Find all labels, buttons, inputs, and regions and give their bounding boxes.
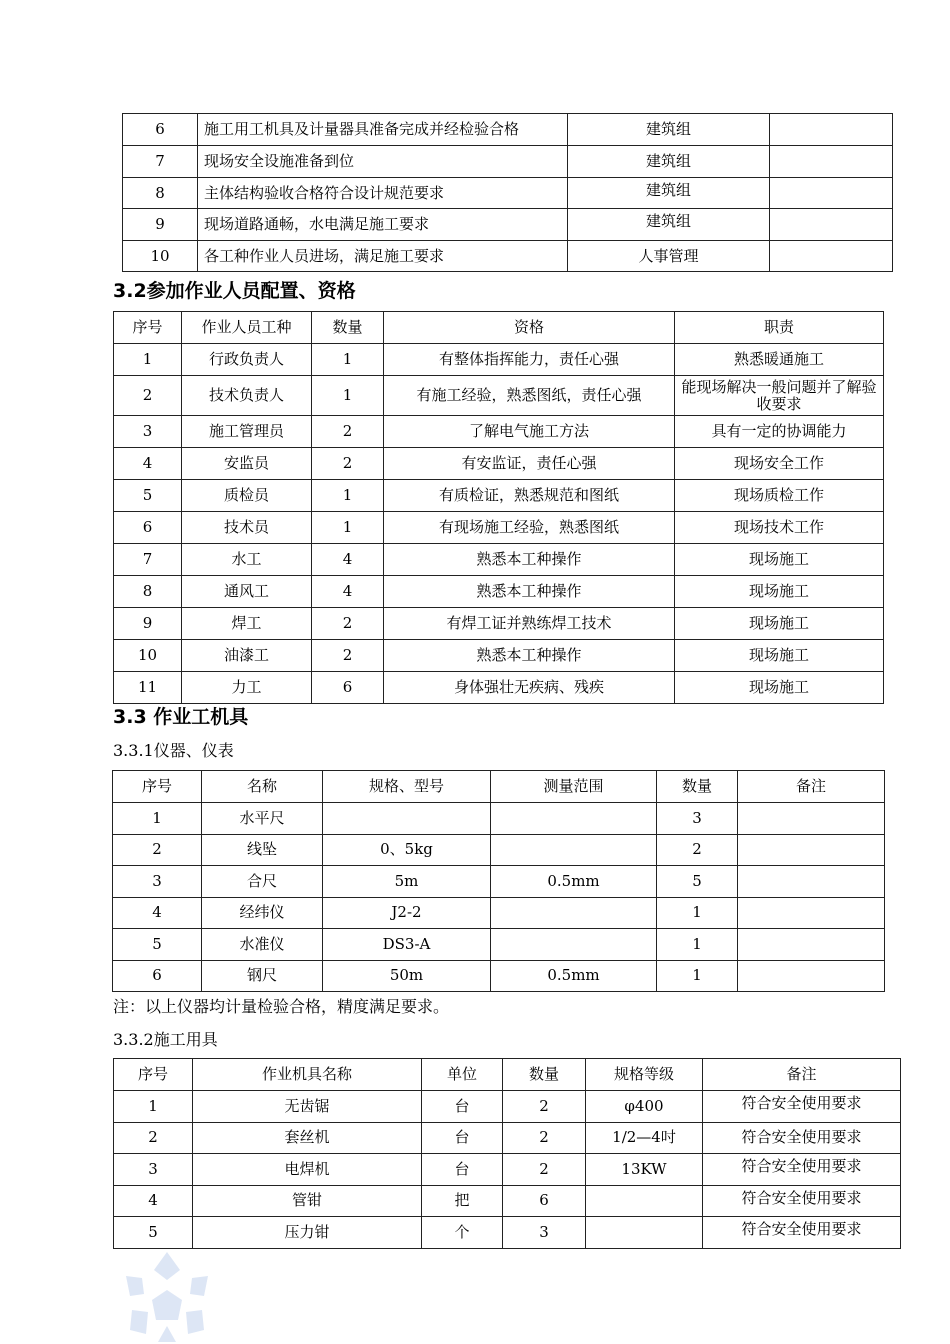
instruments-table	[112, 770, 885, 992]
table-header-row	[114, 312, 884, 344]
cell-remark	[738, 960, 885, 992]
cell-spec: J2-2	[323, 897, 491, 929]
cell-trade: 焊工	[182, 608, 312, 640]
cell-spec: 50m	[323, 960, 491, 992]
cell-name: 线坠	[202, 834, 323, 866]
cell-note	[770, 178, 893, 209]
table-row	[113, 866, 885, 898]
cell-qualification: 有施工经验，熟悉图纸，责任心强	[384, 376, 675, 416]
table-row	[113, 803, 885, 835]
cell-count: 1	[312, 512, 384, 544]
cell-name: 经纬仪	[202, 897, 323, 929]
table-row	[113, 834, 885, 866]
cell-qualification: 了解电气施工方法	[384, 416, 675, 448]
cell-item: 各工种作业人员进场，满足施工要求	[198, 241, 568, 272]
cell-spec: 0、5kg	[323, 834, 491, 866]
table-header-row	[113, 771, 885, 803]
cell-tool-name: 管钳	[193, 1185, 422, 1217]
cell-count: 2	[503, 1122, 586, 1154]
cell-range	[491, 803, 657, 835]
cell-range	[491, 897, 657, 929]
cell-remark	[738, 866, 885, 898]
cell-unit: 台	[422, 1091, 503, 1123]
cell-duty: 现场施工	[675, 576, 884, 608]
cell-no: 4	[113, 897, 202, 929]
table-row	[114, 344, 884, 376]
cell-grade: 13KW	[586, 1154, 703, 1186]
table-row	[114, 1154, 901, 1186]
cell-count: 4	[312, 576, 384, 608]
cell-count: 2	[503, 1154, 586, 1186]
cell-no: 9	[123, 209, 198, 241]
cell-count: 2	[503, 1091, 586, 1123]
table-row	[114, 576, 884, 608]
cell-count: 2	[312, 608, 384, 640]
header-count: 数量	[503, 1059, 586, 1091]
cell-count: 5	[657, 866, 738, 898]
header-range: 测量范围	[491, 771, 657, 803]
cell-duty: 现场安全工作	[675, 448, 884, 480]
cell-duty: 熟悉暖通施工	[675, 344, 884, 376]
cell-no: 2	[114, 376, 182, 416]
cell-no: 7	[123, 146, 198, 178]
cell-trade: 施工管理员	[182, 416, 312, 448]
cell-unit: 个	[422, 1217, 503, 1249]
table-row	[114, 608, 884, 640]
cell-no: 8	[114, 576, 182, 608]
cell-qualification: 熟悉本工种操作	[384, 544, 675, 576]
cell-no: 1	[114, 344, 182, 376]
cell-no: 7	[114, 544, 182, 576]
section-3-3-title: 3.3 作业工机具	[113, 706, 249, 728]
cell-grade	[586, 1185, 703, 1217]
cell-count: 3	[657, 803, 738, 835]
cell-no: 2	[113, 834, 202, 866]
cell-no: 5	[113, 929, 202, 961]
cell-remark	[738, 834, 885, 866]
cell-remark: 符合安全使用要求	[703, 1154, 901, 1186]
table-row	[114, 544, 884, 576]
cell-dept: 建筑组	[568, 209, 770, 241]
cell-trade: 行政负责人	[182, 344, 312, 376]
cell-qualification: 熟悉本工种操作	[384, 576, 675, 608]
cell-qualification: 有质检证，熟悉规范和图纸	[384, 480, 675, 512]
cell-remark: 符合安全使用要求	[703, 1122, 901, 1154]
cell-item: 现场安全设施准备到位	[198, 146, 568, 178]
cell-count: 6	[503, 1185, 586, 1217]
cell-no: 5	[114, 480, 182, 512]
cell-count: 2	[657, 834, 738, 866]
header-name: 名称	[202, 771, 323, 803]
cell-trade: 技术负责人	[182, 376, 312, 416]
table-row	[123, 209, 893, 241]
cell-trade: 安监员	[182, 448, 312, 480]
table-row	[123, 146, 893, 178]
cell-remark	[738, 897, 885, 929]
section-3-2-title: 3.2参加作业人员配置、资格	[113, 280, 356, 302]
cell-count: 2	[312, 416, 384, 448]
cell-duty: 现场施工	[675, 608, 884, 640]
cell-duty: 现场施工	[675, 640, 884, 672]
cell-no: 3	[113, 866, 202, 898]
cell-count: 1	[312, 376, 384, 416]
cell-note	[770, 209, 893, 241]
cell-duty: 现场技术工作	[675, 512, 884, 544]
personnel-table	[113, 311, 884, 704]
header-no: 序号	[114, 1059, 193, 1091]
cell-name: 水准仪	[202, 929, 323, 961]
header-no: 序号	[113, 771, 202, 803]
cell-tool-name: 套丝机	[193, 1122, 422, 1154]
table-row	[113, 960, 885, 992]
cell-qualification: 熟悉本工种操作	[384, 640, 675, 672]
cell-no: 10	[114, 640, 182, 672]
cell-spec	[323, 803, 491, 835]
cell-no: 1	[113, 803, 202, 835]
cell-duty: 现场施工	[675, 672, 884, 704]
cell-tool-name: 压力钳	[193, 1217, 422, 1249]
header-remark: 备注	[703, 1059, 901, 1091]
cell-trade: 质检员	[182, 480, 312, 512]
cell-duty: 能现场解决一般问题并了解验收要求	[675, 376, 884, 416]
table-row	[114, 512, 884, 544]
cell-no: 4	[114, 448, 182, 480]
header-duty: 职责	[675, 312, 884, 344]
table-row	[123, 241, 893, 272]
table-row	[114, 416, 884, 448]
cell-grade	[586, 1217, 703, 1249]
cell-duty: 现场质检工作	[675, 480, 884, 512]
personnel-table-body	[114, 312, 884, 704]
cell-name: 合尺	[202, 866, 323, 898]
cell-note	[770, 241, 893, 272]
instruments-note: 注：以上仪器均计量检验合格，精度满足要求。	[113, 997, 450, 1016]
cell-count: 1	[657, 929, 738, 961]
cell-trade: 水工	[182, 544, 312, 576]
cell-tool-name: 无齿锯	[193, 1091, 422, 1123]
tools-table-body	[114, 1059, 901, 1249]
cell-name: 水平尺	[202, 803, 323, 835]
cell-item: 主体结构验收合格符合设计规范要求	[198, 178, 568, 209]
prep-table	[122, 113, 893, 272]
table-row	[114, 1122, 901, 1154]
header-qualification: 资格	[384, 312, 675, 344]
snowflake-logo-icon	[112, 1250, 222, 1344]
cell-item: 现场道路通畅，水电满足施工要求	[198, 209, 568, 241]
cell-range	[491, 834, 657, 866]
cell-trade: 通风工	[182, 576, 312, 608]
cell-qualification: 身体强壮无疾病、残疾	[384, 672, 675, 704]
table-row	[113, 897, 885, 929]
header-spec: 规格、型号	[323, 771, 491, 803]
header-count: 数量	[657, 771, 738, 803]
cell-name: 钢尺	[202, 960, 323, 992]
cell-remark: 符合安全使用要求	[703, 1091, 901, 1123]
cell-qualification: 有整体指挥能力，责任心强	[384, 344, 675, 376]
header-unit: 单位	[422, 1059, 503, 1091]
header-no: 序号	[114, 312, 182, 344]
table-row	[114, 1091, 901, 1123]
table-row	[114, 640, 884, 672]
cell-duty: 现场施工	[675, 544, 884, 576]
cell-range: 0.5mm	[491, 960, 657, 992]
cell-dept: 建筑组	[568, 114, 770, 146]
cell-no: 6	[113, 960, 202, 992]
cell-remark	[738, 929, 885, 961]
table-row	[114, 376, 884, 416]
cell-unit: 台	[422, 1122, 503, 1154]
header-tool-name: 作业机具名称	[193, 1059, 422, 1091]
cell-range: 0.5mm	[491, 866, 657, 898]
cell-no: 3	[114, 416, 182, 448]
table-row	[123, 114, 893, 146]
header-grade: 规格等级	[586, 1059, 703, 1091]
cell-no: 4	[114, 1185, 193, 1217]
cell-duty: 具有一定的协调能力	[675, 416, 884, 448]
cell-no: 10	[123, 241, 198, 272]
cell-count: 1	[657, 960, 738, 992]
cell-count: 2	[312, 640, 384, 672]
cell-qualification: 有焊工证并熟练焊工技术	[384, 608, 675, 640]
cell-qualification: 有现场施工经验，熟悉图纸	[384, 512, 675, 544]
cell-spec: 5m	[323, 866, 491, 898]
tools-table	[113, 1058, 901, 1249]
cell-count: 1	[312, 344, 384, 376]
table-header-row	[114, 1059, 901, 1091]
header-count: 数量	[312, 312, 384, 344]
cell-count: 1	[657, 897, 738, 929]
cell-unit: 把	[422, 1185, 503, 1217]
cell-dept: 建筑组	[568, 146, 770, 178]
cell-no: 6	[114, 512, 182, 544]
cell-count: 3	[503, 1217, 586, 1249]
cell-no: 6	[123, 114, 198, 146]
cell-note	[770, 114, 893, 146]
cell-dept: 建筑组	[568, 178, 770, 209]
cell-no: 8	[123, 178, 198, 209]
section-3-3-1-title: 3.3.1仪器、仪表	[113, 741, 234, 760]
cell-range	[491, 929, 657, 961]
table-row	[114, 672, 884, 704]
cell-item: 施工用工机具及计量器具准备完成并经检验合格	[198, 114, 568, 146]
cell-unit: 台	[422, 1154, 503, 1186]
cell-spec: DS3-A	[323, 929, 491, 961]
cell-qualification: 有安监证，责任心强	[384, 448, 675, 480]
cell-dept: 人事管理	[568, 241, 770, 272]
header-trade: 作业人员工种	[182, 312, 312, 344]
section-3-3-2-title: 3.3.2施工用具	[113, 1030, 218, 1049]
cell-count: 4	[312, 544, 384, 576]
cell-no: 3	[114, 1154, 193, 1186]
table-row	[114, 1185, 901, 1217]
table-row	[114, 448, 884, 480]
cell-remark: 符合安全使用要求	[703, 1185, 901, 1217]
cell-no: 11	[114, 672, 182, 704]
instruments-table-body	[113, 771, 885, 992]
cell-trade: 力工	[182, 672, 312, 704]
cell-count: 2	[312, 448, 384, 480]
cell-grade: φ400	[586, 1091, 703, 1123]
cell-trade: 油漆工	[182, 640, 312, 672]
cell-no: 5	[114, 1217, 193, 1249]
cell-remark	[738, 803, 885, 835]
cell-no: 2	[114, 1122, 193, 1154]
cell-count: 1	[312, 480, 384, 512]
table-row	[114, 1217, 901, 1249]
cell-count: 6	[312, 672, 384, 704]
cell-no: 1	[114, 1091, 193, 1123]
header-remark: 备注	[738, 771, 885, 803]
table-row	[113, 929, 885, 961]
table-row	[114, 480, 884, 512]
cell-grade: 1/2—4吋	[586, 1122, 703, 1154]
cell-trade: 技术员	[182, 512, 312, 544]
cell-note	[770, 146, 893, 178]
cell-no: 9	[114, 608, 182, 640]
cell-remark: 符合安全使用要求	[703, 1217, 901, 1249]
cell-tool-name: 电焊机	[193, 1154, 422, 1186]
table-row	[123, 178, 893, 209]
